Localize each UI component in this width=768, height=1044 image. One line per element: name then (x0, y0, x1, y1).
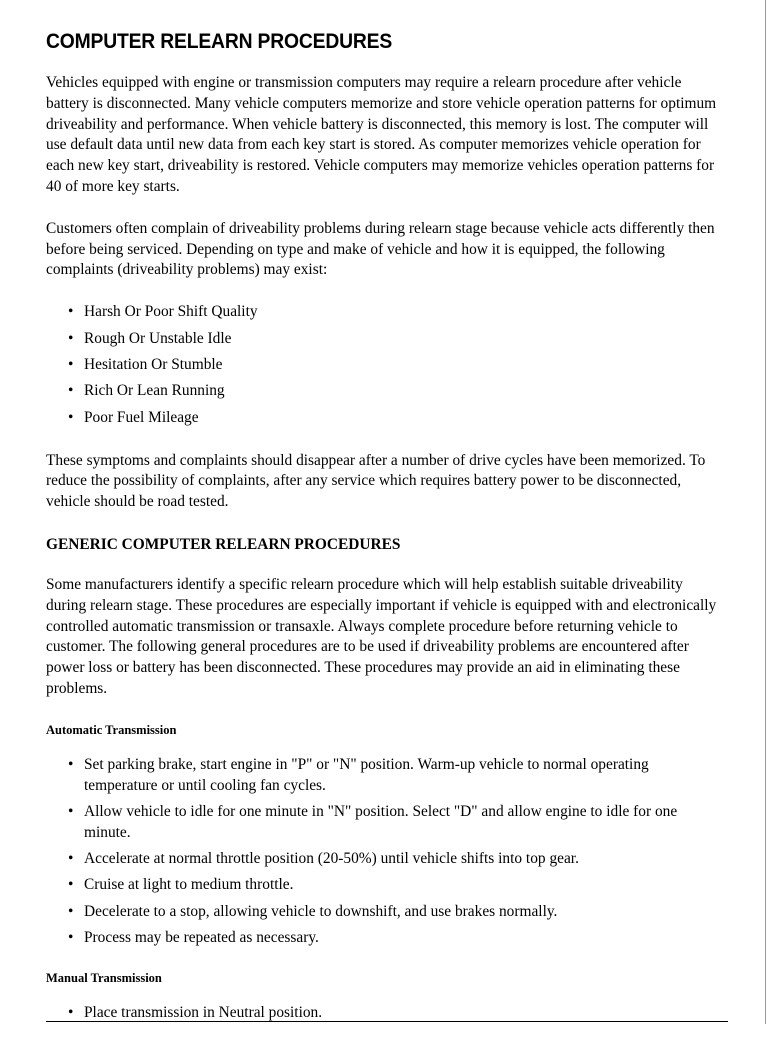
symptoms-list (46, 302, 726, 428)
symptoms-paragraph: These symptoms and complaints should disappear after a number of drive cycles have been memorized. To reduce the possibility of complaints, after any service which requires battery power to be disconnected, vehicle should be road tested. (46, 451, 706, 511)
document-content (46, 30, 726, 1044)
bullet-icon: • (68, 929, 74, 947)
bullet-icon: • (68, 408, 74, 426)
list-item: • Set parking brake, start engine in "P" or "N" position. Warm-up vehicle to normal operating temperature or until cooling fan cycles. (68, 755, 649, 794)
bullet-icon: • (68, 850, 74, 868)
page-title: COMPUTER RELEARN PROCEDURES (46, 30, 393, 53)
generic-procedures-paragraph: Some manufacturers identify a specific relearn procedure which will help establish suitable driveability during relearn stage. These procedures are especially important if vehicle is equipped with and electronically controlled automatic transmission or transaxle. Always complete procedure before returning vehicle to customer. The following general procedures are to be used if driveability problems are encountered after power loss or battery has been disconnected. These procedures may provide an aid in eliminating these problems. (46, 575, 717, 697)
list-item: • Accelerate at normal throttle position (20-50%) until vehicle shifts into top gear. (84, 849, 726, 870)
automatic-transmission-heading: Automatic Transmission (46, 722, 177, 737)
automatic-steps-list (46, 755, 726, 949)
manual-transmission-heading: Manual Transmission (46, 971, 162, 986)
list-item: • Place transmission in Neutral position. (84, 1003, 726, 1024)
list-item: • Poor Fuel Mileage (84, 408, 726, 429)
bullet-icon: • (68, 355, 74, 373)
list-item: • Decelerate to a stop, allowing vehicle to downshift, and use brakes normally. (84, 902, 726, 923)
bullet-icon: • (68, 1004, 74, 1022)
bullet-icon: • (68, 755, 74, 773)
bullet-icon: • (68, 329, 74, 347)
intro-paragraph-2: Customers often complain of driveability problems during relearn stage because vehicle acts differently then before being serviced. Depending on type and make of vehicle and how it is equipped, the following complaints (driveability problems) may exist: (46, 219, 715, 279)
list-item: • Allow vehicle to idle for one minute in "N" position. Select "D" and allow engine to idle for one minute. (68, 802, 678, 841)
list-item: • Rough Or Unstable Idle (84, 329, 726, 350)
list-item: • Harsh Or Poor Shift Quality (84, 302, 726, 323)
list-item: • Cruise at light to medium throttle. (84, 875, 726, 896)
intro-paragraph-1: Vehicles equipped with engine or transmission computers may require a relearn procedure after vehicle battery is disconnected. Many vehicle computers memorize and store vehicle operation patterns for optimum driveability and performance. When vehicle battery is disconnected, this memory is lost. The computer will use default data until new data from each key start is stored. As computer memorizes vehicle operation for each new key start, driveability is restored. Vehicle computers may memorize vehicles operation patterns for 40 of more key starts. (46, 74, 717, 195)
bottom-divider (46, 1021, 728, 1022)
list-item: • Hesitation Or Stumble (84, 355, 726, 376)
bullet-icon: • (68, 303, 74, 321)
list-item: • Process may be repeated as necessary. (84, 928, 726, 949)
generic-procedures-heading: GENERIC COMPUTER RELEARN PROCEDURES (46, 535, 401, 553)
bullet-icon: • (68, 382, 74, 400)
bullet-icon: • (68, 802, 74, 820)
bullet-icon: • (68, 902, 74, 920)
bullet-icon: • (68, 876, 74, 894)
list-item: • Rich Or Lean Running (84, 381, 726, 402)
